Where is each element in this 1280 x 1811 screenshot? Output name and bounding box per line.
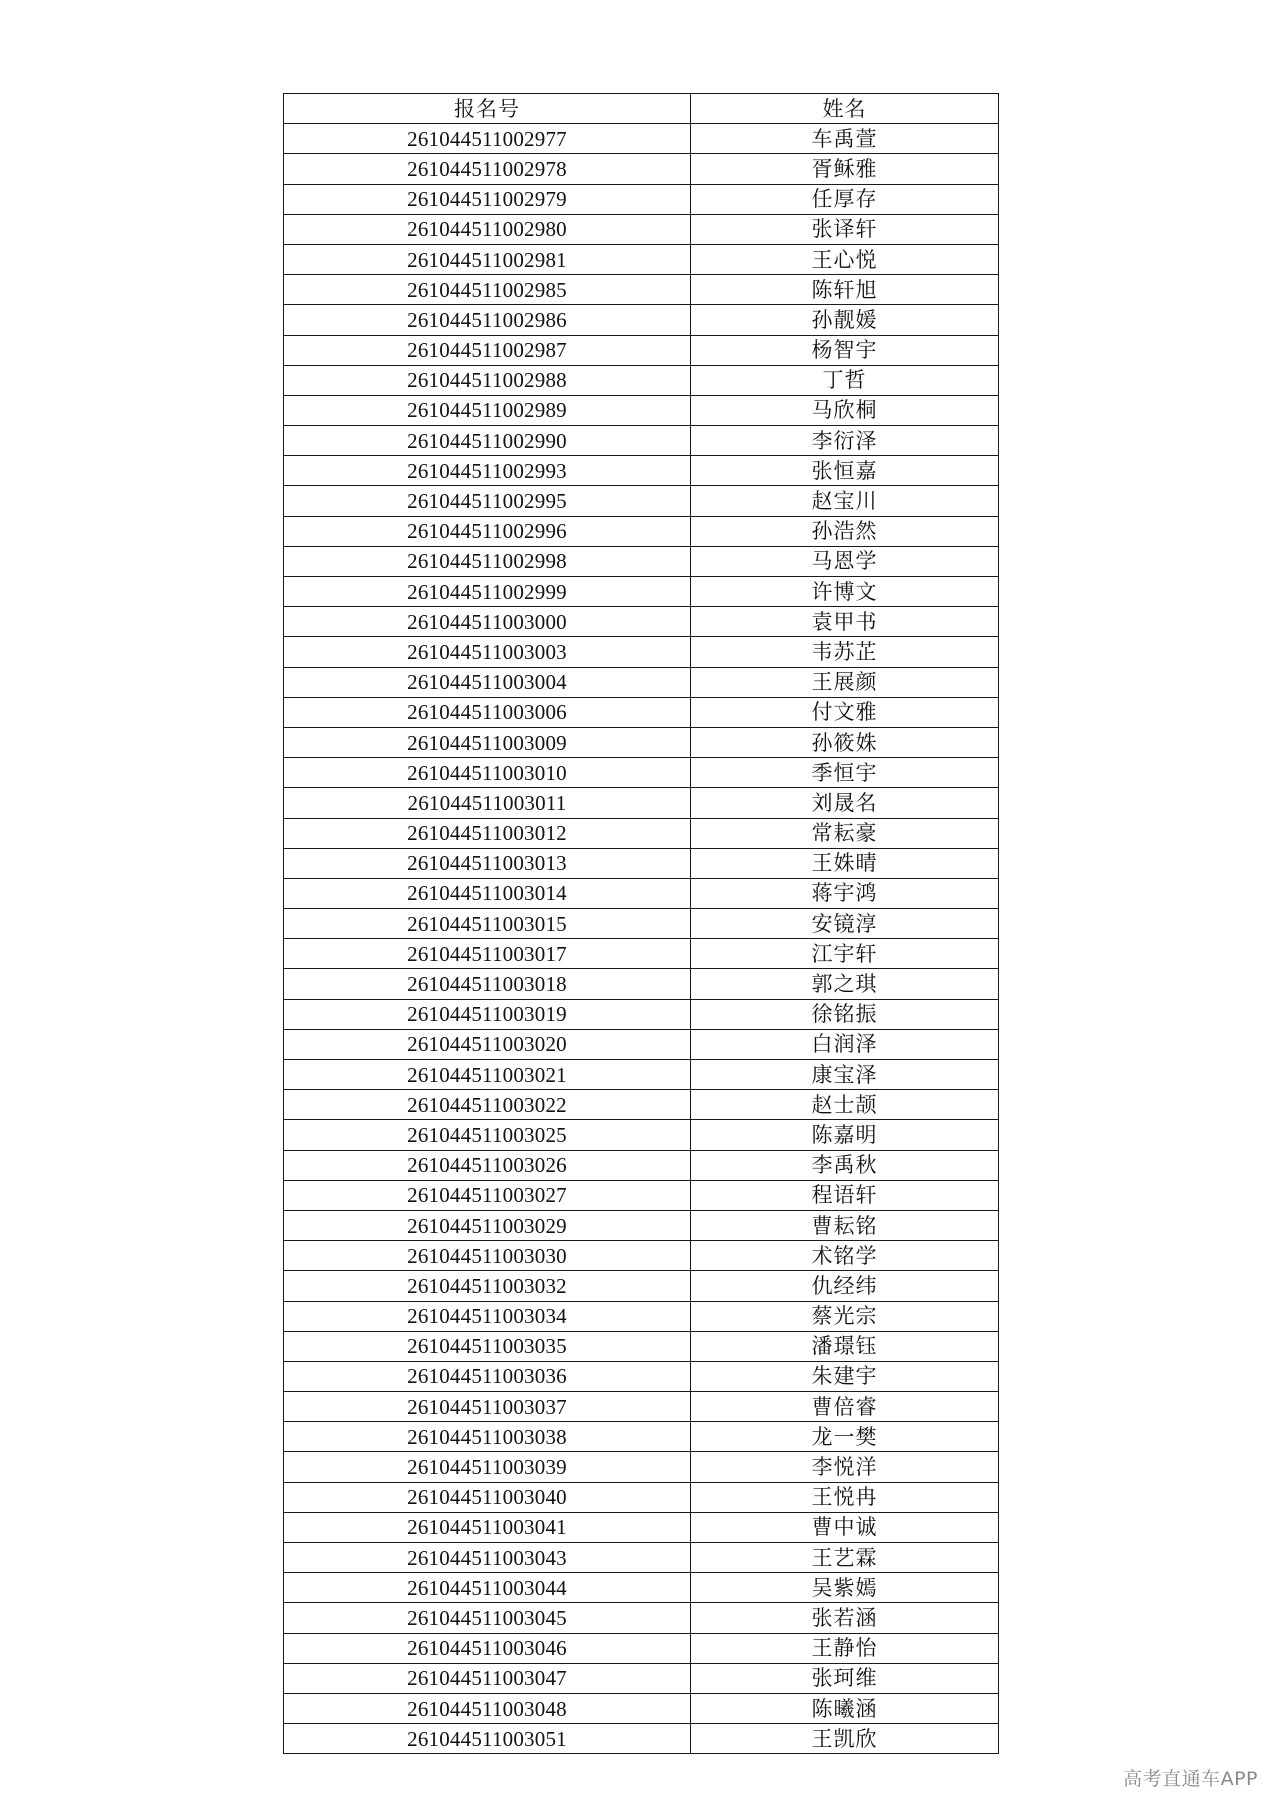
- name-cell: 徐铭振: [691, 999, 999, 1029]
- name-cell: 常耘豪: [691, 818, 999, 848]
- registration-number-cell: 261044511003034: [284, 1301, 691, 1331]
- registration-number-cell: 261044511003036: [284, 1361, 691, 1391]
- name-cell: 丁哲: [691, 365, 999, 395]
- name-cell: 孙筱姝: [691, 727, 999, 757]
- registration-number-cell: 261044511003051: [284, 1724, 691, 1754]
- name-cell: 潘璟钰: [691, 1331, 999, 1361]
- table-row: [284, 848, 999, 878]
- registration-number-cell: 261044511002985: [284, 275, 691, 305]
- registration-number-cell: 261044511003013: [284, 848, 691, 878]
- table-row: [284, 1090, 999, 1120]
- name-cell: 袁甲书: [691, 607, 999, 637]
- registration-number-cell: 261044511003003: [284, 637, 691, 667]
- table-row: [284, 365, 999, 395]
- table-row: [284, 305, 999, 335]
- name-cell: 赵士颉: [691, 1090, 999, 1120]
- table-row: [284, 1693, 999, 1723]
- registration-number-cell: 261044511003014: [284, 878, 691, 908]
- table-row: [284, 667, 999, 697]
- table-row: [284, 275, 999, 305]
- table-row: [284, 1543, 999, 1573]
- registration-number-cell: 261044511003041: [284, 1512, 691, 1542]
- table-row: [284, 1392, 999, 1422]
- name-cell: 马恩学: [691, 546, 999, 576]
- name-cell: 孙浩然: [691, 516, 999, 546]
- table-row: [284, 999, 999, 1029]
- table-row: [284, 1029, 999, 1059]
- header-row: [284, 94, 999, 124]
- registration-number-cell: 261044511002993: [284, 456, 691, 486]
- table-row: [284, 1482, 999, 1512]
- name-cell: 术铭学: [691, 1241, 999, 1271]
- table-body: [284, 124, 999, 1754]
- registration-number-cell: 261044511003004: [284, 667, 691, 697]
- name-cell: 张恒嘉: [691, 456, 999, 486]
- registration-number-cell: 261044511003012: [284, 818, 691, 848]
- table-row: [284, 335, 999, 365]
- table-row: [284, 1241, 999, 1271]
- name-cell: 任厚存: [691, 184, 999, 214]
- name-cell: 王心悦: [691, 244, 999, 274]
- name-cell: 康宝泽: [691, 1060, 999, 1090]
- registration-number-cell: 261044511003038: [284, 1422, 691, 1452]
- table-header: [284, 94, 999, 124]
- registration-number-cell: 261044511002990: [284, 426, 691, 456]
- name-cell: 杨智宇: [691, 335, 999, 365]
- name-cell: 马欣桐: [691, 395, 999, 425]
- name-cell: 朱建宇: [691, 1361, 999, 1391]
- registration-number-cell: 261044511003010: [284, 758, 691, 788]
- registration-number-cell: 261044511002980: [284, 214, 691, 244]
- table-row: [284, 788, 999, 818]
- table-row: [284, 1573, 999, 1603]
- registration-number-cell: 261044511002999: [284, 577, 691, 607]
- registration-number-cell: 261044511003032: [284, 1271, 691, 1301]
- registration-number-cell: 261044511003039: [284, 1452, 691, 1482]
- name-cell: 曹中诚: [691, 1512, 999, 1542]
- name-cell: 王悦冉: [691, 1482, 999, 1512]
- name-cell: 江宇轩: [691, 939, 999, 969]
- registration-number-cell: 261044511003019: [284, 999, 691, 1029]
- table-row: [284, 1150, 999, 1180]
- registration-number-cell: 261044511003017: [284, 939, 691, 969]
- registration-number-cell: 261044511003025: [284, 1120, 691, 1150]
- registration-number-cell: 261044511002986: [284, 305, 691, 335]
- table-row: [284, 456, 999, 486]
- name-cell: 赵宝川: [691, 486, 999, 516]
- table-row: [284, 1724, 999, 1754]
- name-cell: 李悦洋: [691, 1452, 999, 1482]
- name-cell: 孙靓媛: [691, 305, 999, 335]
- registration-number-cell: 261044511002995: [284, 486, 691, 516]
- name-cell: 张珂维: [691, 1663, 999, 1693]
- table-row: [284, 727, 999, 757]
- name-cell: 蔡光宗: [691, 1301, 999, 1331]
- registration-number-cell: 261044511003015: [284, 909, 691, 939]
- table-row: [284, 395, 999, 425]
- registration-number-cell: 261044511002978: [284, 154, 691, 184]
- name-cell: 吴紫嫣: [691, 1573, 999, 1603]
- table-row: [284, 607, 999, 637]
- name-cell: 蒋宇鸿: [691, 878, 999, 908]
- name-cell: 王艺霖: [691, 1543, 999, 1573]
- table-row: [284, 1271, 999, 1301]
- table-row: [284, 154, 999, 184]
- registration-number-cell: 261044511003030: [284, 1241, 691, 1271]
- registration-number-cell: 261044511002981: [284, 244, 691, 274]
- name-cell: 曹耘铭: [691, 1210, 999, 1240]
- table-row: [284, 1512, 999, 1542]
- table-row: [284, 516, 999, 546]
- enrollment-table: [283, 93, 999, 1754]
- registration-number-cell: 261044511003046: [284, 1633, 691, 1663]
- table-row: [284, 486, 999, 516]
- table-row: [284, 939, 999, 969]
- table-row: [284, 1361, 999, 1391]
- name-cell: 胥稣雅: [691, 154, 999, 184]
- table-row: [284, 1301, 999, 1331]
- registration-number-cell: 261044511003020: [284, 1029, 691, 1059]
- table-row: [284, 697, 999, 727]
- table-row: [284, 1210, 999, 1240]
- table-row: [284, 1603, 999, 1633]
- table-row: [284, 1422, 999, 1452]
- registration-number-cell: 261044511003043: [284, 1543, 691, 1573]
- table-row: [284, 577, 999, 607]
- table-row: [284, 1331, 999, 1361]
- name-cell: 王展颜: [691, 667, 999, 697]
- name-cell: 郭之琪: [691, 969, 999, 999]
- name-cell: 安镜淳: [691, 909, 999, 939]
- registration-number-cell: 261044511002988: [284, 365, 691, 395]
- registration-number-cell: 261044511003018: [284, 969, 691, 999]
- registration-number-cell: 261044511002989: [284, 395, 691, 425]
- registration-number-cell: 261044511003026: [284, 1150, 691, 1180]
- registration-number-cell: 261044511002987: [284, 335, 691, 365]
- name-cell: 韦苏芷: [691, 637, 999, 667]
- table-row: [284, 214, 999, 244]
- registration-number-cell: 261044511003037: [284, 1392, 691, 1422]
- table-row: [284, 1633, 999, 1663]
- registration-number-cell: 261044511003027: [284, 1180, 691, 1210]
- registration-number-cell: 261044511003048: [284, 1693, 691, 1723]
- registration-number-cell: 261044511003009: [284, 727, 691, 757]
- name-cell: 张译轩: [691, 214, 999, 244]
- table-row: [284, 878, 999, 908]
- name-cell: 车禹萱: [691, 124, 999, 154]
- name-cell: 仇经纬: [691, 1271, 999, 1301]
- table-row: [284, 909, 999, 939]
- table-row: [284, 426, 999, 456]
- name-cell: 季恒宇: [691, 758, 999, 788]
- name-cell: 刘晟名: [691, 788, 999, 818]
- name-cell: 李衍泽: [691, 426, 999, 456]
- registration-number-cell: 261044511002998: [284, 546, 691, 576]
- registration-number-cell: 261044511003011: [284, 788, 691, 818]
- registration-number-cell: 261044511003035: [284, 1331, 691, 1361]
- name-cell: 王姝晴: [691, 848, 999, 878]
- name-cell: 张若涵: [691, 1603, 999, 1633]
- column-header-registration-number: 报名号: [284, 94, 691, 124]
- table-row: [284, 818, 999, 848]
- registration-number-cell: 261044511003006: [284, 697, 691, 727]
- registration-number-cell: 261044511003047: [284, 1663, 691, 1693]
- table-row: [284, 546, 999, 576]
- table-row: [284, 969, 999, 999]
- table-row: [284, 244, 999, 274]
- registration-number-cell: 261044511002996: [284, 516, 691, 546]
- name-cell: 李禹秋: [691, 1150, 999, 1180]
- table-row: [284, 1120, 999, 1150]
- registration-number-cell: 261044511003021: [284, 1060, 691, 1090]
- registration-number-cell: 261044511002977: [284, 124, 691, 154]
- table-row: [284, 1452, 999, 1482]
- column-header-name: 姓名: [691, 94, 999, 124]
- table-row: [284, 1060, 999, 1090]
- name-cell: 付文雅: [691, 697, 999, 727]
- registration-number-cell: 261044511003029: [284, 1210, 691, 1240]
- registration-number-cell: 261044511003045: [284, 1603, 691, 1633]
- registration-number-cell: 261044511003022: [284, 1090, 691, 1120]
- registration-number-cell: 261044511003040: [284, 1482, 691, 1512]
- registration-number-cell: 261044511003000: [284, 607, 691, 637]
- name-cell: 王静怡: [691, 1633, 999, 1663]
- name-cell: 陈曦涵: [691, 1693, 999, 1723]
- table-row: [284, 1180, 999, 1210]
- watermark: 高考直通车APP: [1123, 1768, 1258, 1790]
- name-cell: 陈轩旭: [691, 275, 999, 305]
- registration-number-cell: 261044511003044: [284, 1573, 691, 1603]
- table-row: [284, 637, 999, 667]
- table-row: [284, 184, 999, 214]
- registration-number-cell: 261044511002979: [284, 184, 691, 214]
- name-cell: 王凯欣: [691, 1724, 999, 1754]
- name-cell: 白润泽: [691, 1029, 999, 1059]
- table-row: [284, 758, 999, 788]
- table-row: [284, 124, 999, 154]
- table-row: [284, 1663, 999, 1693]
- name-cell: 陈嘉明: [691, 1120, 999, 1150]
- name-cell: 龙一樊: [691, 1422, 999, 1452]
- name-cell: 曹倍睿: [691, 1392, 999, 1422]
- name-cell: 程语轩: [691, 1180, 999, 1210]
- name-cell: 许博文: [691, 577, 999, 607]
